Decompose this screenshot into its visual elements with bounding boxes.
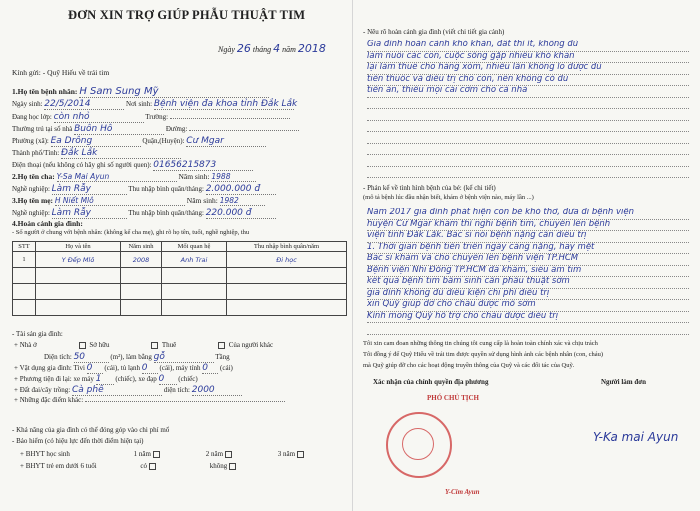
table-row [13,268,347,284]
table-cell[interactable] [162,300,227,316]
circumstances-line: tiền thuốc và điều trị cho con, nên không có đủ [367,75,689,87]
vehicle-row: + Phương tiện đi lại: xe máy 1 (chiếc), xe đạp 0 (chiếc) [14,374,198,384]
commitment-3: mà Quỹ giúp đỡ cho các hoạt động truyền thông của Quỹ và các đối tác của Quỹ. [363,362,575,369]
date-day[interactable]: 26 [236,42,251,55]
district-field[interactable]: Cư Mgar [186,136,266,147]
land-field[interactable]: Cà phê [72,385,162,396]
rent-checkbox[interactable] [151,342,158,349]
phone-row: Điện thoại (nếu không có hãy ghi số người quen): 01656215873 [12,160,253,171]
material-field[interactable]: gỗ [154,352,214,363]
official-name: Y-Cim Ayun [445,488,480,496]
other-checkbox[interactable] [218,342,225,349]
commitment-1: Tôi xin cam đoan những thông tin chúng tôi cung cấp là hoàn toàn chính xác và chịu trách [363,340,598,347]
table-cell[interactable] [227,284,347,300]
disease-line: Kính mong Quỹ hỗ trợ cho cháu được điều trị [367,312,689,324]
applicant-label: Người làm đơn [601,378,647,386]
circumstances-line: tiền ăn, thiếu mọi cái cơm cho cả nhà [367,86,689,98]
father-birth[interactable]: 1988 [211,172,256,182]
hs-1y-checkbox[interactable] [153,451,160,458]
area-row: Diện tích: 50 (m²), làm bằng gỗ Tầng [44,352,230,362]
dob-field[interactable]: 22/5/2014 [44,99,124,110]
form-date: Ngày 26 tháng 4 năm 2018 [218,42,326,55]
disease-lines[interactable] [367,208,689,335]
ward-row: Phường (xã): Ea Drông Quận,(Huyện): Cư Mgar [12,136,266,147]
hs-2y-checkbox[interactable] [225,451,232,458]
header-income: Thu nhập bình quân/năm [227,242,347,252]
hs-3y-checkbox[interactable] [297,451,304,458]
table-cell[interactable] [36,284,121,300]
header-stt: STT [13,242,36,252]
residence-row: Thường trú tại số nhà Buôn Hô Đường: [12,124,299,135]
table-cell [13,284,36,300]
table-cell[interactable] [162,284,227,300]
disease-line: gia đình không đủ điều kiện chi phí điều trị [367,289,689,301]
insurance-hs-row: + BHYT học sinh 1 năm 2 năm 3 năm [20,450,306,458]
father-job-row: Nghề nghiệp: Làm Rẫy Thu nhập bình quân/tháng: 2.000.000 đ [12,184,276,195]
land-row: + Đất đai/cây trồng: Cà phê diện tích: 2000 [14,385,242,396]
table-header [13,242,347,252]
area-field[interactable]: 50 [74,352,109,363]
table-cell[interactable] [227,300,347,316]
official-stamp [386,412,452,478]
disease-line: xin Quỹ giúp đỡ cho cháu được mổ sớm [367,300,689,312]
motorbike-field[interactable]: 1 [96,374,114,385]
date-month[interactable]: 4 [273,42,281,55]
circumstances-label: - Nêu rõ hoàn cảnh gia đình (viết chi tiết gia cảnh) [363,28,505,36]
disease-line: Bệnh viện Nhi Đồng TP.HCM đã khám, siêu âm tim [367,266,689,278]
fridge-field[interactable]: 0 [142,363,158,374]
insurance-label: - Bảo hiểm (có hiệu lực đến thời điểm hiện tại) [12,437,144,445]
computer-field[interactable]: 0 [202,363,218,374]
residence-field[interactable]: Buôn Hô [74,124,164,135]
table-row [13,284,347,300]
circumstances-line: Gia đình hoàn cảnh khó khăn, đất thì ít, không đủ [367,40,689,52]
mother-job-row: Nghề nghiệp: Làm Rẫy Thu nhập bình quân/tháng: 220.000 đ [12,208,276,219]
date-year[interactable]: 2018 [297,42,326,55]
father-name[interactable]: Y-Sa Mai Ayun [57,172,177,182]
header-name: Họ và tên [36,242,121,252]
disease-line: 1. Thời gian bệnh tiến triển ngày càng nặng, hay mệt [367,243,689,255]
city-field[interactable]: Đắk Lắk [61,148,181,159]
phone-field[interactable]: 01656215873 [153,160,253,171]
applicant-signature: Y-Ka mai Ayun [593,430,679,444]
table-cell[interactable]: Anh Trai [162,252,227,268]
mother-section: 3.Họ tên mẹ: H Niết Mlô Năm sinh: 1982 [12,196,265,206]
insurance-child-row: + BHYT trẻ em dưới 6 tuổi có không [20,462,238,470]
header-birth: Năm sinh [121,242,162,252]
own-checkbox[interactable] [79,342,86,349]
ward-field[interactable]: Ea Drông [51,136,141,147]
table-cell [13,300,36,316]
school-field[interactable] [170,118,290,119]
patient-name[interactable]: H Sam Sung Mỹ [79,86,269,98]
city-row: Thành phố/Tỉnh: Đắk Lắk [12,148,181,159]
circumstances-line: lại làm thuê cho hàng xóm, nhiều lần không lo được đủ [367,63,689,75]
class-field[interactable]: còn nhỏ [54,112,144,123]
table-cell[interactable]: 2008 [121,252,162,268]
mother-name[interactable]: H Niết Mlô [55,196,185,206]
circumstances-lines[interactable] [367,40,689,178]
house-row: + Nhà ở Sở hữu Thuê Của người khác [14,341,274,349]
family-section: 4.Hoàn cảnh gia đình: [12,219,83,228]
family-table [12,241,347,316]
birthplace-field[interactable]: Bệnh viện đa khoa tỉnh Đắk Lắk [153,99,298,109]
disease-line: huyện Cư Mgar khám thì nghi bệnh tim, chuyển lên bệnh [367,220,689,232]
commitment-2: Tôi đồng ý để Quỹ Hiếu về trái tim được quyền sử dụng hình ảnh các bệnh nhân (con, cháu) [363,351,604,358]
father-income[interactable]: 2.000.000 đ [206,184,276,195]
table-cell: 1 [13,252,36,268]
table-cell[interactable] [36,268,121,284]
header-relation: Mối quan hệ [162,242,227,252]
table-cell[interactable] [227,268,347,284]
assets-label: - Tài sản gia đình: [12,330,63,338]
table-cell[interactable] [121,268,162,284]
ability-label: - Khả năng của gia đình có thể đóng góp vào chi phí mổ [12,426,170,434]
valuable-row: + Những đặc điểm khác: [14,396,285,404]
mother-job[interactable]: Làm Rẫy [52,208,127,219]
father-job[interactable]: Làm Rẫy [52,184,127,195]
table-cell[interactable] [162,268,227,284]
table-cell[interactable]: Đi học [227,252,347,268]
local-gov-label: Xác nhận của chính quyền địa phương [373,378,489,386]
disease-label: - Phản kể về tình hình bệnh của bé: (kể chi tiết) [363,184,496,192]
mother-birth[interactable]: 1982 [220,196,265,206]
table-cell[interactable] [36,300,121,316]
table-row [13,300,347,316]
recipient-line: Kính gửi: - Quỹ Hiếu về trái tim [12,68,110,77]
table-cell[interactable] [121,284,162,300]
disease-line: Năm 2017 gia đình phát hiện con bé khó thở, đưa đi bệnh viện [367,208,689,220]
father-section: 2.Họ tên cha: Y-Sa Mai Ayun Năm sinh: 1988 [12,172,256,182]
circumstances-line: làm nuôi các con, cuộc sống gặp nhiều khó khăn [367,52,689,64]
child-yes-checkbox[interactable] [149,463,156,470]
bicycle-field[interactable]: 0 [159,374,177,385]
disease-sublabel: (mô tả bệnh lúc đầu nhận biết, khám ở bệnh viện nào, máy lần ...) [363,194,534,201]
disease-line: viện tỉnh Đắk Lắk. Bác sĩ nói bệnh nặng cần điều trị [367,231,689,243]
disease-line: kết quả bệnh tim bẩm sinh cần phẫu thuật sớm [367,277,689,289]
table-row [13,252,347,268]
patient-section: 1.Họ tên bệnh nhân: H Sam Sung Mỹ [12,86,269,98]
family-note-1: - Số người ở chung với bệnh nhân: (không kể cha mẹ), ghi rõ họ tên, tuổi, nghề nghiệp, thu [12,229,250,236]
child-no-checkbox[interactable] [229,463,236,470]
stamp-title: PHÓ CHỦ TỊCH [427,394,479,402]
table-cell[interactable] [121,300,162,316]
disease-line: Bác sĩ khám và cho chuyển lên bệnh viện TP.HCM [367,254,689,266]
tivi-field[interactable]: 0 [87,363,103,374]
table-cell [13,268,36,284]
valuable-field[interactable] [85,401,285,402]
table-cell[interactable]: Y Đếp Mlô [36,252,121,268]
dob-row: Ngày sinh: 22/5/2014 Nơi sinh: Bệnh viện đa khoa tỉnh Đắk Lắk [12,99,298,109]
household-items-row: + Vật dụng gia đình: Tivi 0 (cái), tủ lạnh 0 (cái), máy tính 0 (cái) [14,363,233,373]
form-title: ĐƠN XIN TRỢ GIÚP PHẪU THUẬT TIM [68,8,306,22]
class-row: Đang học lớp: còn nhỏ Trường: [12,112,290,123]
street-field[interactable] [189,130,299,131]
land-area-field[interactable]: 2000 [192,385,242,396]
mother-income[interactable]: 220.000 đ [206,208,276,219]
